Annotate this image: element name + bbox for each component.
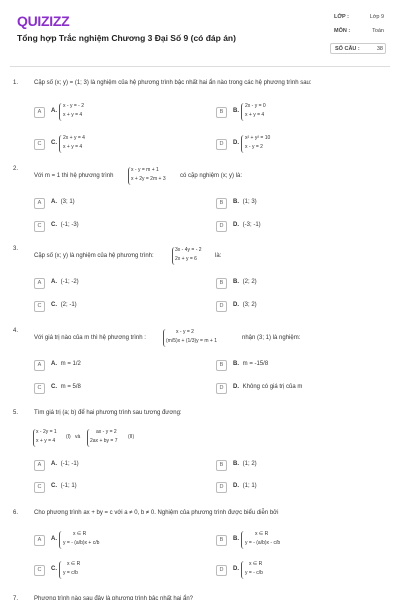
system-brace (241, 531, 244, 549)
equation-system: x - y = - 2 x + y = 4 (63, 103, 84, 118)
quizizz-logo: QUIZIZZ (17, 13, 70, 29)
equation-system: 2x - y = 0 x + y = 4 (245, 103, 266, 118)
option-a[interactable]: A A. (3; 1) (34, 198, 184, 210)
option-a[interactable]: A A. x - y = - 2 x + y = 4 (34, 102, 184, 124)
option-b[interactable]: B B. (2; 2) (216, 278, 366, 290)
option-d[interactable]: D D. (-3; -1) (216, 221, 366, 233)
question-number: 5. (13, 410, 19, 416)
system-brace (59, 561, 62, 579)
option-c[interactable]: C C. x ∈ R y = c/b (34, 560, 184, 582)
option-letter-box: B (216, 535, 227, 546)
question-number: 6. (13, 510, 19, 516)
equation-system: x ∈ R y = - (a/b)x + c/b (63, 531, 100, 546)
option-letter-box: B (216, 107, 227, 118)
option-c[interactable]: C C. (-1; 1) (34, 482, 184, 494)
meta-class: LỚP : Lớp 9 (334, 14, 384, 20)
question-text: Cặp số (x; y) là nghiệm của hệ phương trình: (34, 253, 154, 259)
option-letter-box: D (216, 565, 227, 576)
option-b[interactable]: B B. (1; 3) (216, 198, 366, 210)
option-a[interactable]: A A. (-1; -2) (34, 278, 184, 290)
question-text-after: nhận (3; 1) là nghiệm: (242, 335, 301, 341)
option-a[interactable]: A A. x ∈ R y = - (a/b)x + c/b (34, 530, 184, 552)
system-brace (241, 103, 244, 121)
option-d[interactable]: D D. (3; 2) (216, 301, 366, 313)
system-brace (59, 135, 62, 153)
option-letter-box: C (34, 565, 45, 576)
system-brace (241, 135, 244, 153)
system-brace (241, 561, 244, 579)
option-letter-box: D (216, 221, 227, 232)
option-b[interactable]: B B. 2x - y = 0 x + y = 4 (216, 102, 366, 124)
option-b[interactable]: B B. x ∈ R y = - (a/b)x - c/b (216, 530, 366, 552)
option-c[interactable]: C C. 2x + y = 4 x + y = 4 (34, 134, 184, 156)
equation-system-2: ax - y = 2 2ax + by = 7 (90, 429, 118, 444)
option-d[interactable]: D D. x ∈ R y = - c/b (216, 560, 366, 582)
equation-system: x² + y² = 10 x - y = 2 (245, 135, 271, 150)
question-text: Cặp số (x; y) = (1; 3) là nghiệm của hệ phương trình bậc nhất hai ẩn nào trong các hệ phương trình sau: (34, 80, 312, 86)
question-text: Cho phương trình ax + by = c với a ≠ 0, b ≠ 0. Nghiệm của phương trình được biểu diễn bởi (34, 510, 279, 516)
equation-system: 2x + y = 4 x + y = 4 (63, 135, 85, 150)
option-letter-box: D (216, 301, 227, 312)
question-text: Với m = 1 thì hệ phương trình (34, 173, 114, 179)
option-c[interactable]: C C. (-1; -3) (34, 221, 184, 233)
question-text: Với giá trị nào của m thì hệ phương trình : (34, 335, 146, 341)
question-number: 1. (13, 80, 19, 86)
option-letter-box: A (34, 535, 45, 546)
option-c[interactable]: C C. (2; -1) (34, 301, 184, 313)
option-letter-box: C (34, 301, 45, 312)
option-a[interactable]: A A. (-1; -1) (34, 460, 184, 472)
option-letter-box: C (34, 221, 45, 232)
equation-system: x - y = m + 1 x + 2y = 2m + 3 (131, 167, 166, 182)
option-letter-box: A (34, 107, 45, 118)
equation-system: x ∈ R y = - (a/b)x - c/b (245, 531, 281, 546)
question-number: 7. (13, 596, 19, 600)
equation-system: 3x - 4y = - 2 2x + y = 6 (175, 247, 202, 262)
option-letter-box: B (216, 278, 227, 289)
system-brace (59, 103, 62, 121)
option-letter-box: B (216, 360, 227, 371)
option-letter-box: B (216, 460, 227, 471)
option-a[interactable]: A A. m = 1/2 (34, 360, 184, 372)
option-letter-box: A (34, 198, 45, 209)
system-brace (59, 531, 62, 549)
option-letter-box: B (216, 198, 227, 209)
equation-system-1: x - 2y = 1 x + y = 4 (36, 429, 57, 444)
option-letter-box: A (34, 278, 45, 289)
meta-subject: MÔN : Toán (334, 28, 384, 34)
option-letter-box: D (216, 482, 227, 493)
option-b[interactable]: B B. (1; 2) (216, 460, 366, 472)
option-letter-box: A (34, 460, 45, 471)
option-d[interactable]: D D. (1; 1) (216, 482, 366, 494)
option-letter-box: D (216, 139, 227, 150)
question-number: 2. (13, 166, 19, 172)
question-text: Phương trình nào sau đây là phương trình bậc nhất hai ẩn? (34, 596, 194, 600)
option-letter-box: C (34, 482, 45, 493)
option-b[interactable]: B B. m = -15/8 (216, 360, 366, 372)
option-d[interactable]: D D. x² + y² = 10 x - y = 2 (216, 134, 366, 156)
question-number: 4. (13, 328, 19, 334)
option-d[interactable]: D D. Không có giá trị của m (216, 383, 366, 395)
question-text: Tìm giá trị (a; b) để hai phương trình sau tương đương: (34, 410, 182, 416)
header-divider (10, 66, 390, 67)
option-letter-box: C (34, 383, 45, 394)
equation-system: x - y = 2 (m/5)x + (1/3)y = m + 1 (166, 329, 217, 344)
option-letter-box: C (34, 139, 45, 150)
option-c[interactable]: C C. m = 5/8 (34, 383, 184, 395)
option-letter-box: D (216, 383, 227, 394)
meta-question-count: SỐ CÂU : 38 (330, 43, 386, 54)
worksheet-title: Tổng hợp Trắc nghiệm Chương 3 Đại Số 9 (có đáp án) (17, 33, 236, 43)
option-letter-box: A (34, 360, 45, 371)
equation-system: x ∈ R y = - c/b (245, 561, 263, 576)
equation-system: x ∈ R y = c/b (63, 561, 81, 576)
worksheet-header (0, 0, 400, 62)
question-text-after: là: (215, 253, 222, 259)
question-text-after: có cặp nghiệm (x; y) là: (180, 173, 243, 179)
question-number: 3. (13, 246, 19, 252)
